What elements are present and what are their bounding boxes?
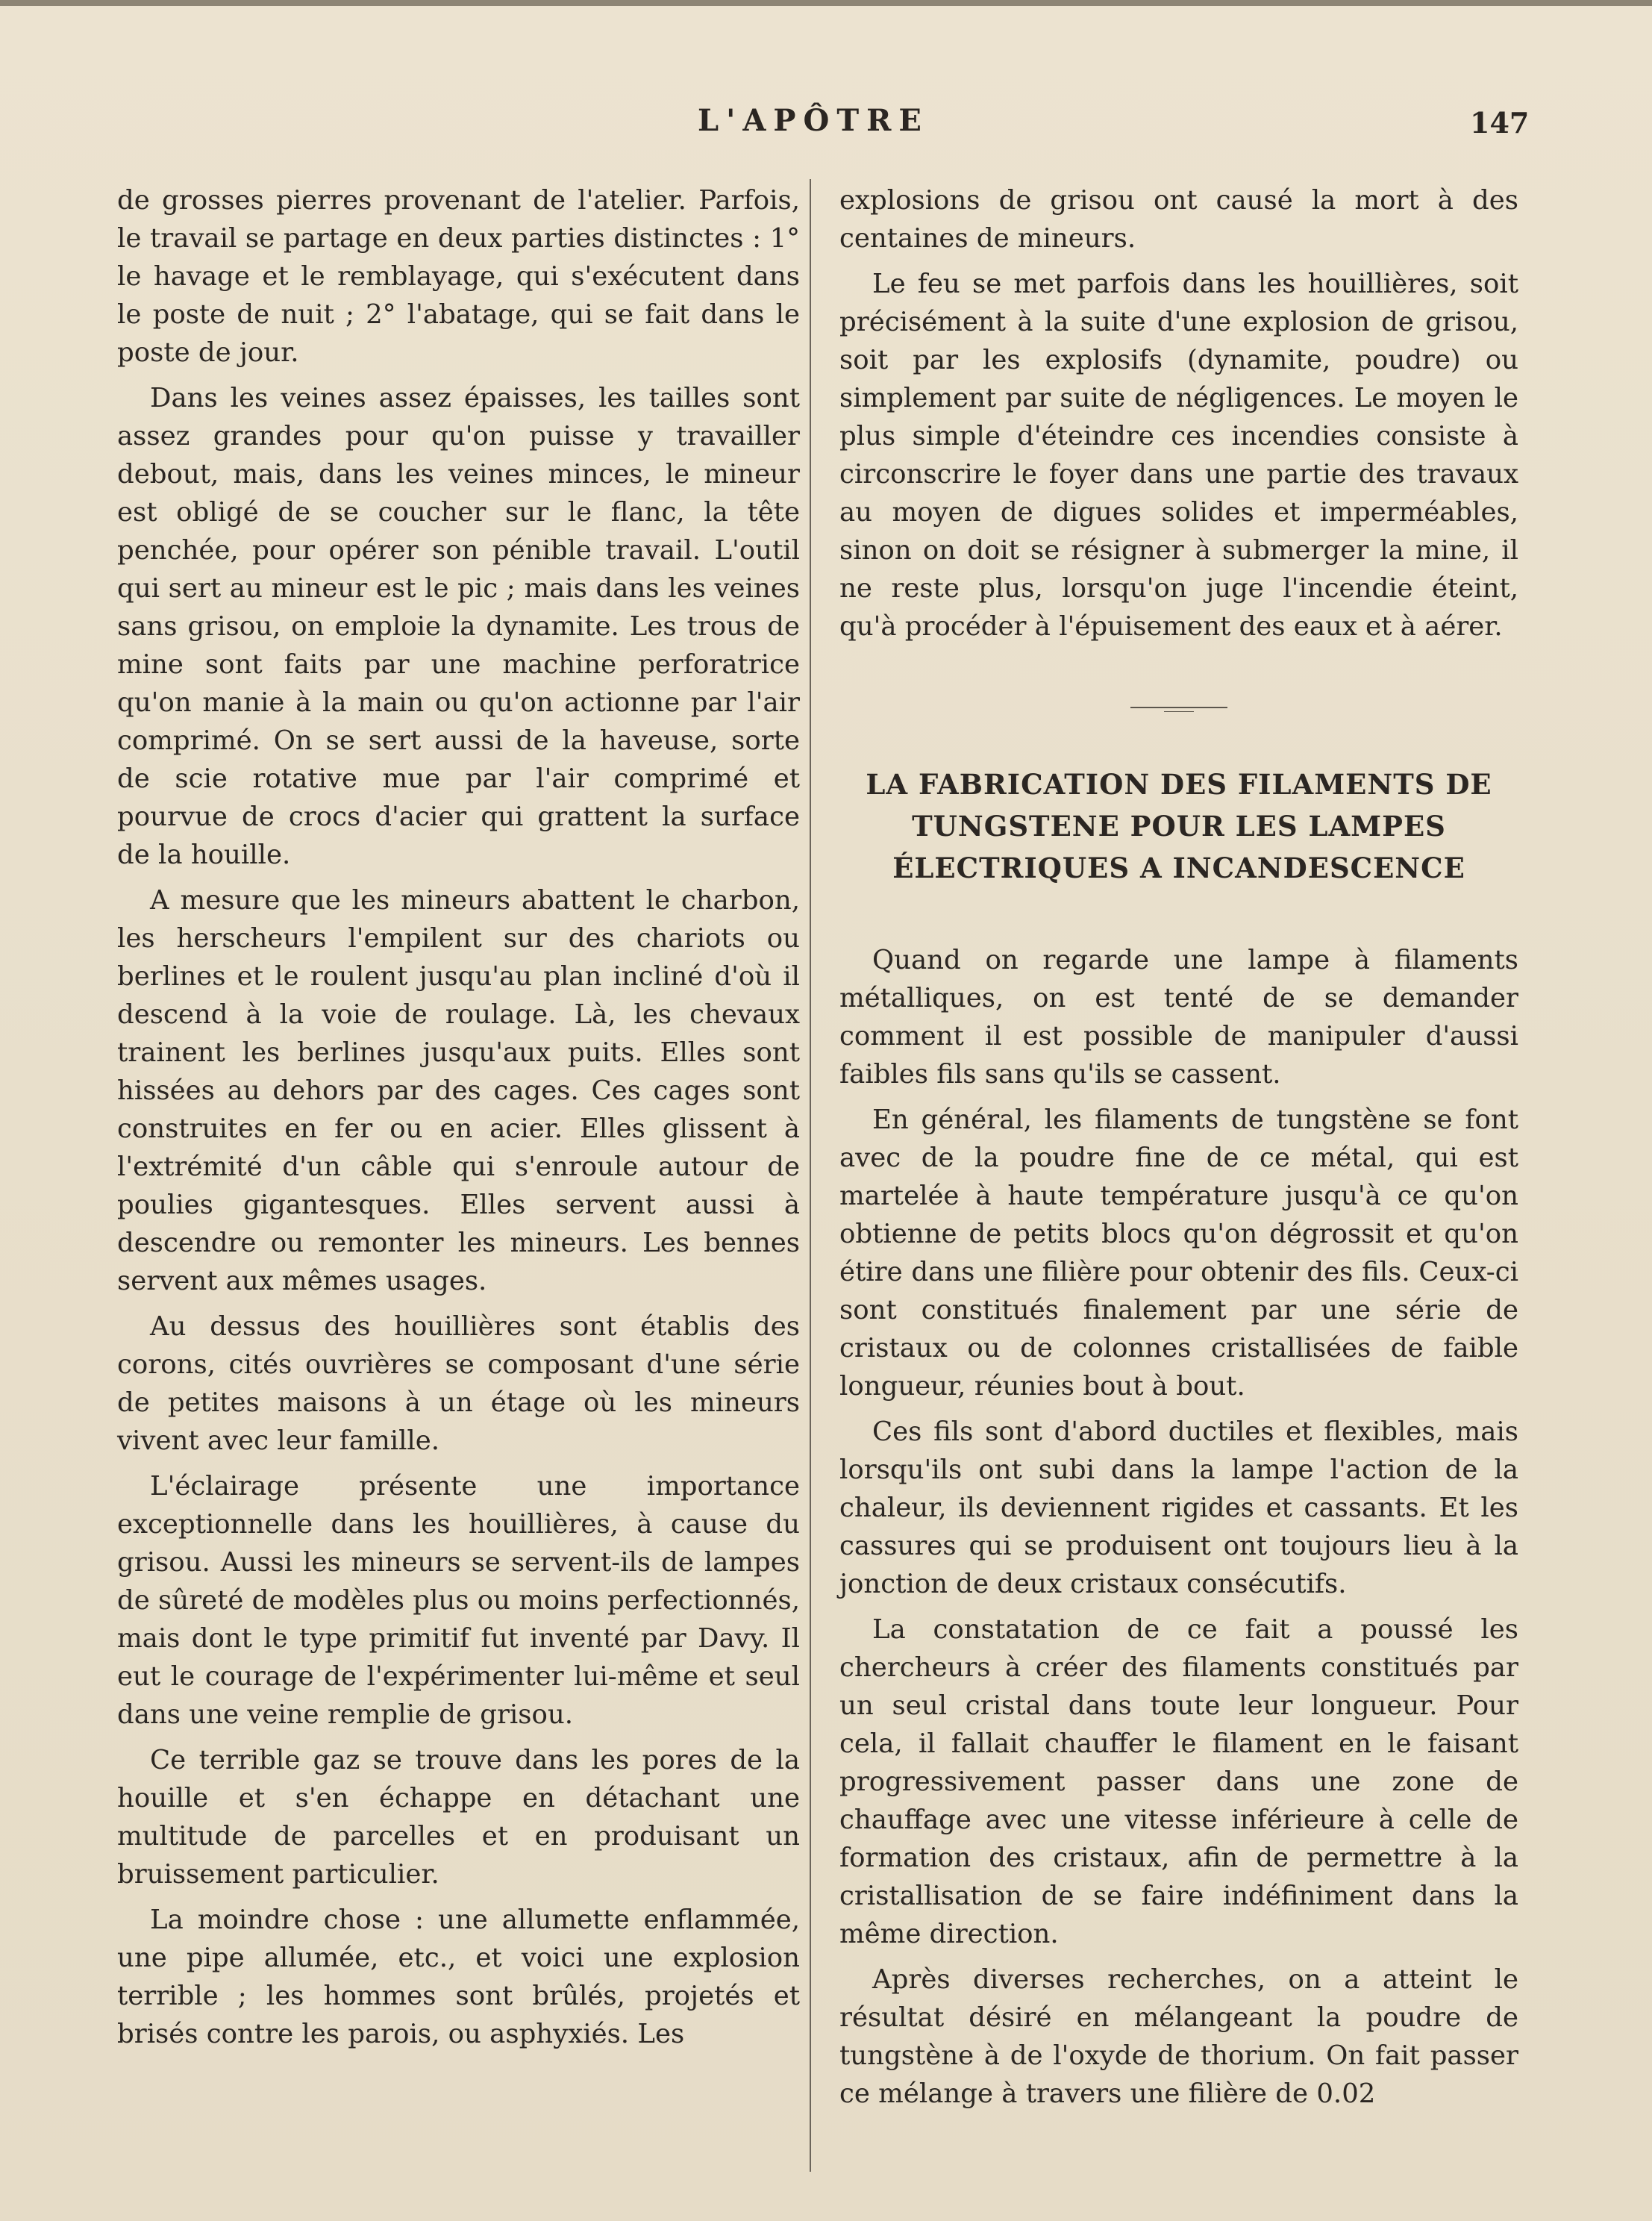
paragraph: Après diverses recherches, on a atteint le résultat désiré en mélangeant la poudre de tungstène à de l'oxyde de thorium. On fait passer ce mélange à travers une filière de 0.02	[839, 1964, 1518, 2109]
page-number: 147	[1470, 106, 1530, 140]
paragraph: L'éclairage présente une importance exceptionnelle dans les houillières, à cause du grisou. Aussi les mineurs se servent-ils de lampes de sûreté de modèles plus ou moins perfectionnés, mais dont le type primitif fut inventé par Davy. Il eut le courage de l'expérimenter lui-même et seul dans une veine remplie de grisou.	[117, 1471, 800, 1730]
paragraph: Quand on regarde une lampe à filaments métalliques, on est tenté de se demander comment il est possible de manipuler d'aussi faibles fils sans qu'ils se cassent.	[839, 945, 1518, 1090]
left-column	[117, 181, 800, 2061]
paragraph: Le feu se met parfois dans les houillières, soit précisément à la suite d'une explosion de grisou, soit par les explosifs (dynamite, poudre) ou simplement par suite de négligences. Le moyen le plus simple d'éteindre ces incendies consiste à circonscrire le foyer dans une partie des travaux au moyen de digues solides et imperméables, sinon on doit se résigner à submerger la mine, il ne reste plus, lorsqu'on juge l'incendie éteint, qu'à procéder à l'épuisement des eaux et à aérer.	[839, 269, 1518, 642]
right-column	[839, 181, 1518, 2120]
paragraph: La constatation de ce fait a poussé les chercheurs à créer des filaments constitués par un seul cristal dans toute leur longueur. Pour cela, il fallait chauffer le filament en le faisant progressivement passer dans une zone de chauffage avec une vitesse inférieure à celle de formation des cristaux, afin de permettre à la cristallisation de se faire indéfiniment dans la même direction.	[839, 1614, 1518, 1949]
running-head	[0, 103, 1652, 148]
paragraph: explosions de grisou ont causé la mort à des centaines de mineurs.	[839, 185, 1518, 254]
paragraph: Au dessus des houillières sont établis des corons, cités ouvrières se composant d'une série de petites maisons à un étage où les mineurs vivent avec leur famille.	[117, 1311, 800, 1456]
journal-title: L'APÔTRE	[698, 103, 929, 138]
paragraph: La moindre chose : une allumette enflammée, une pipe allumée, etc., et voici une explosion terrible ; les hommes sont brûlés, projetés et brisés contre les parois, ou asphyxiés. Les	[117, 1905, 800, 2049]
paragraph: Ces fils sont d'abord ductiles et flexibles, mais lorsqu'ils ont subi dans la lampe l'action de la chaleur, ils deviennent rigides et cassants. Et les cassures qui se produisent ont toujours lieu à la jonction de deux cristaux consécutifs.	[839, 1416, 1518, 1599]
paragraph: En général, les filaments de tungstène se font avec de la poudre fine de ce métal, qui est martelée à haute température jusqu'à ce qu'on obtienne de petits blocs qu'on dégrossit et qu'on étire dans une filière pour obtenir des fils. Ceux-ci sont constitués finalement par une série de cristaux ou de colonnes cristallisées de faible longueur, réunies bout à bout.	[839, 1105, 1518, 1402]
article-title: LA FABRICATION DES FILAMENTS DE TUNGSTENE POUR LES LAMPES ÉLECTRIQUES A INCANDESCENCE	[866, 768, 1492, 884]
page-top-edge	[0, 0, 1652, 6]
section-separator-ornament	[1130, 707, 1227, 713]
column-divider	[810, 179, 811, 2172]
paragraph: Ce terrible gaz se trouve dans les pores de la houille et s'en échappe en détachant une multitude de parcelles et en produisant un bruissement particulier.	[117, 1745, 800, 1890]
paragraph: de grosses pierres provenant de l'atelier. Parfois, le travail se partage en deux parties distinctes : 1° le havage et le remblayage, qui s'exécutent dans le poste de nuit ; 2° l'abatage, qui se fait dans le poste de jour.	[117, 185, 800, 368]
paragraph: A mesure que les mineurs abattent le charbon, les herscheurs l'empilent sur des chariots ou berlines et le roulent jusqu'au plan incliné d'où il descend à la voie de roulage. Là, les chevaux trainent les berlines jusqu'aux puits. Elles sont hissées au dehors par des cages. Ces cages sont construites en fer ou en acier. Elles glissent à l'extrémité d'un câble qui s'enroule autour de poulies gigantesques. Elles servent aussi à descendre ou remonter les mineurs. Les bennes servent aux mêmes usages.	[117, 885, 800, 1296]
paragraph: Dans les veines assez épaisses, les tailles sont assez grandes pour qu'on puisse y travailler debout, mais, dans les veines minces, le mineur est obligé de se coucher sur le flanc, la tête penchée, pour opérer son pénible travail. L'outil qui sert au mineur est le pic ; mais dans les veines sans grisou, on emploie la dynamite. Les trous de mine sont faits par une machine perforatrice qu'on manie à la main ou qu'on actionne par l'air comprimé. On se sert aussi de la haveuse, sorte de scie rotative mue par l'air comprimé et pourvue de crocs d'acier qui grattent la surface de la houille.	[117, 383, 800, 870]
